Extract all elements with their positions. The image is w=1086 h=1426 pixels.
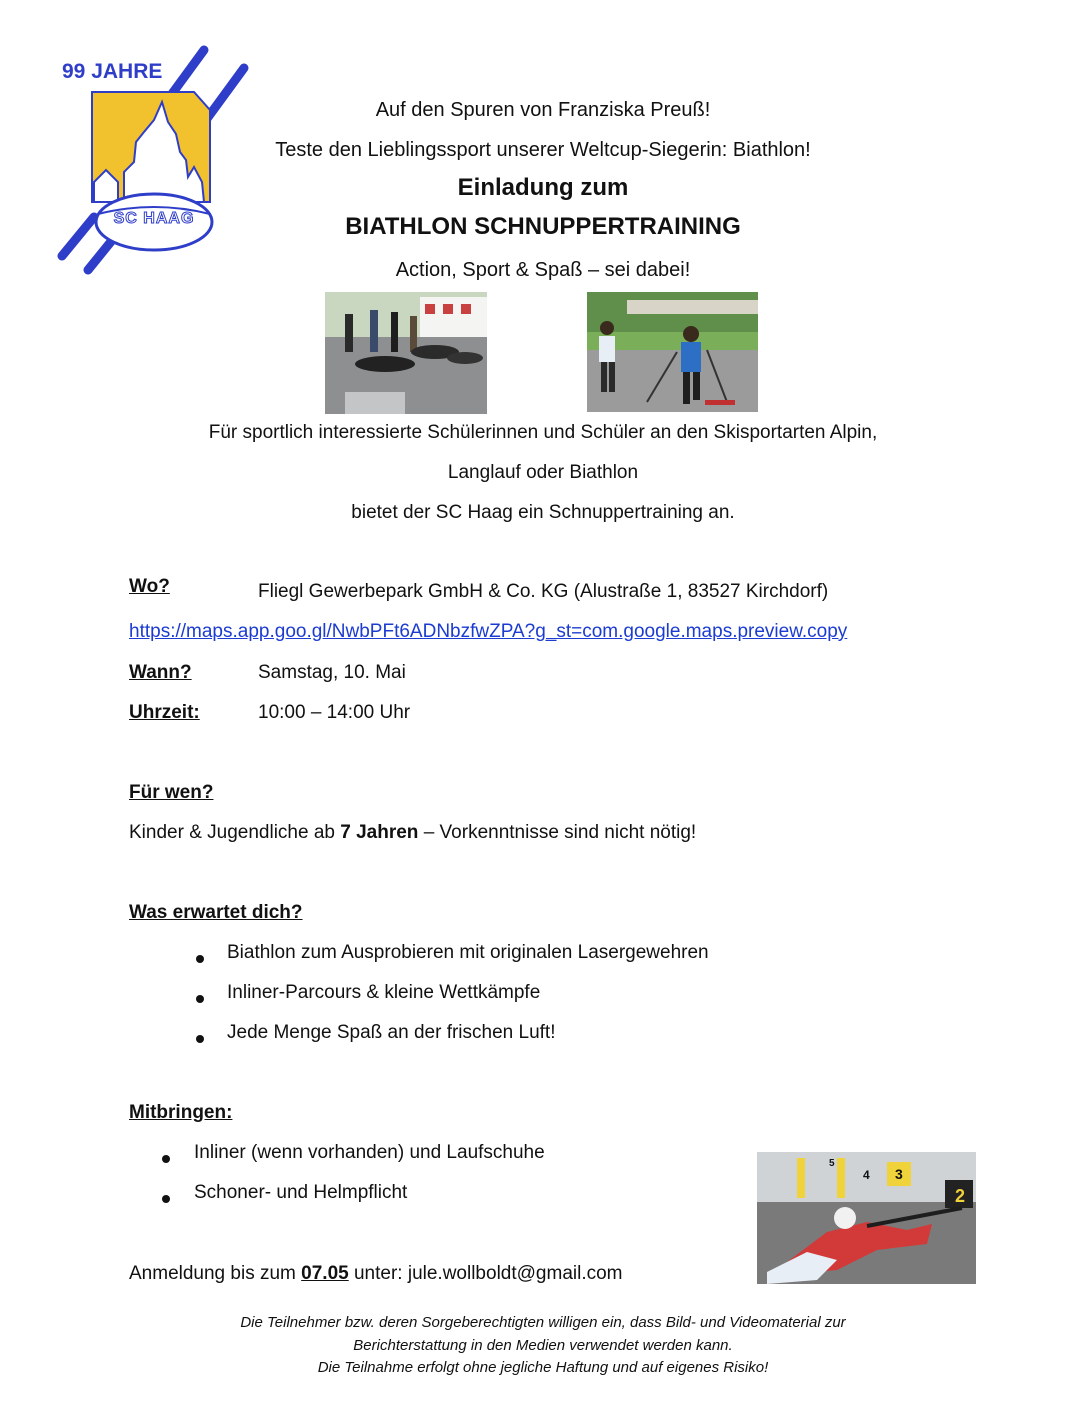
target-number-5: 5 [829,1158,835,1169]
bullet-dot [162,1195,170,1203]
logo-years: 99 JAHRE [62,60,163,83]
registration-prefix: Anmeldung bis zum [129,1263,302,1284]
intro-line-2: Langlauf oder Biathlon [447,462,639,483]
target-number-2: 2 [955,1186,966,1206]
bring-label: Mitbringen: [129,1102,233,1123]
audience-text-prefix: Kinder & Jugendliche ab [129,822,341,843]
audience-text [129,822,696,844]
bullet-dot [196,995,204,1003]
photo-shooting-practice [325,292,487,414]
bullet-dot [196,1035,204,1043]
expect-item-1: Biathlon zum Ausprobieren mit originalen Lasergewehren [227,942,709,963]
intro-line-1: Für sportlich interessierte Schülerinnen und Schüler an den Skisportarten Alpin, [208,422,878,443]
where-value: Fliegl Gewerbepark GmbH & Co. KG (Alustraße 1, 83527 Kirchdorf) [258,581,829,602]
expect-label: Was erwartet dich? [129,902,303,923]
audience-text-suffix: – Vorkenntnisse sind nicht nötig! [418,822,697,843]
photo-roller-ski-kids [587,292,758,412]
where-label: Wo? [129,576,170,597]
audience-text-bold: 7 Jahren [340,822,419,843]
tagline: Action, Sport & Spaß – sei dabei! [395,259,691,281]
time-value: 10:00 – 14:00 Uhr [258,702,411,723]
title-line-2: BIATHLON SCHNUPPERTRAINING [345,213,741,240]
intro-line-3: bietet der SC Haag ein Schnuppertraining an. [351,502,735,523]
registration-date: 07.05 [301,1263,349,1284]
bring-item-1: Inliner (wenn vorhanden) und Laufschuhe [194,1142,545,1163]
disclaimer-line-1: Die Teilnehmer bzw. deren Sorgeberechtigten willigen ein, dass Bild- und Videomaterial zur [240,1314,846,1331]
photo-prone-shooting [757,1152,976,1284]
expect-item-2: Inliner-Parcours & kleine Wettkämpfe [227,982,541,1003]
time-label: Uhrzeit: [129,702,200,723]
disclaimer-line-3: Die Teilnahme erfolgt ohne jegliche Haftung und auf eigenes Risiko! [317,1359,769,1376]
expect-item-3: Jede Menge Spaß an der frischen Luft! [227,1022,556,1043]
header-line-2: Teste den Lieblingssport unserer Weltcup-Siegerin: Biathlon! [275,139,811,161]
title-line-1: Einladung zum [457,174,629,201]
target-number-4: 4 [863,1168,870,1182]
bullet-dot [196,955,204,963]
maps-link[interactable]: https://maps.app.goo.gl/NwbPFt6ADNbzfwZPA?g_st=com.google.maps.preview.copy [129,621,848,642]
registration-suffix: unter: jule.wollboldt@gmail.com [348,1263,623,1284]
registration-line [129,1263,623,1285]
audience-label: Für wen? [129,782,214,803]
disclaimer-line-2: Berichterstattung in den Medien verwendet werden kann. [353,1337,733,1354]
logo-club-name: SC HAAG [113,210,195,227]
when-value: Samstag, 10. Mai [258,662,406,683]
bullet-dot [162,1155,170,1163]
bring-item-2: Schoner- und Helmpflicht [194,1182,408,1203]
header-line-1: Auf den Spuren von Franziska Preuß! [375,99,711,121]
target-number-3: 3 [895,1166,903,1182]
when-label: Wann? [129,662,192,683]
